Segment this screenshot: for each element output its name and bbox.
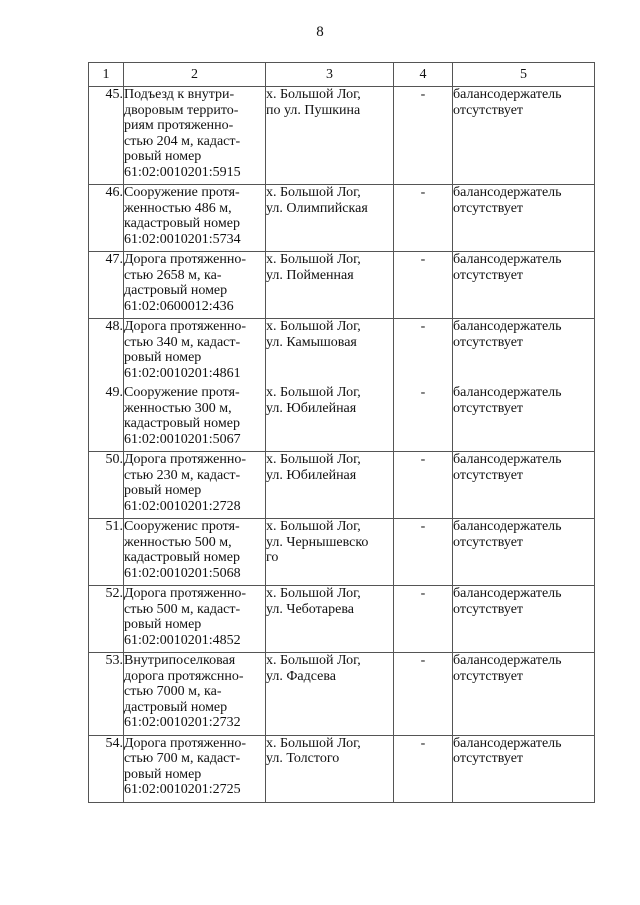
description-line: 61:02:0010201:2728 <box>124 498 241 514</box>
object-description <box>124 519 266 586</box>
address-line: ул. Фадсева <box>266 668 337 684</box>
holder-cell: - <box>394 185 453 252</box>
object-address <box>266 87 394 185</box>
row-number: 47. <box>89 252 124 319</box>
description-line: стью 7000 м, ка- <box>124 684 222 699</box>
address-line: х. Большой Лог, <box>266 252 361 267</box>
description-line: 61:02:0010201:5067 <box>124 431 241 447</box>
description-line: 61:02:0010201:2725 <box>124 782 241 797</box>
object-description <box>124 319 266 386</box>
table-row <box>89 452 595 519</box>
object-address <box>266 319 394 386</box>
description-line: стью 500 м, кадаст- <box>124 601 241 617</box>
balance-line: балансодержатель <box>453 385 562 400</box>
property-registry-table <box>88 62 595 803</box>
column-header-address: 3 <box>266 63 394 87</box>
balance-holder-cell <box>453 735 595 802</box>
balance-holder-cell <box>453 586 595 653</box>
table-row <box>89 185 595 252</box>
description-line: дастровый номер <box>124 699 228 715</box>
holder-cell: - <box>394 586 453 653</box>
row-number: 48. <box>89 319 124 386</box>
description-line: ровый номер <box>124 766 202 782</box>
description-line: женностью 300 м, <box>124 400 232 416</box>
object-description <box>124 87 266 185</box>
balance-line: балансодержатель <box>453 519 562 534</box>
balance-line: отсутствует <box>453 267 524 283</box>
description-line: кадастровый номер <box>124 216 240 231</box>
balance-holder-cell <box>453 385 595 452</box>
object-address <box>266 653 394 736</box>
column-header-number: 1 <box>89 63 124 87</box>
row-number: 52. <box>89 586 124 653</box>
description-line: дворовым террито- <box>124 102 239 118</box>
object-address <box>266 385 394 452</box>
object-description <box>124 653 266 736</box>
balance-line: балансодержатель <box>453 252 562 267</box>
holder-cell: - <box>394 385 453 452</box>
object-description <box>124 385 266 452</box>
table-row <box>89 87 595 185</box>
balance-holder-cell <box>453 319 595 386</box>
table-row <box>89 385 595 452</box>
balance-line: отсутствует <box>453 334 524 350</box>
address-line: ул. Олимпийская <box>266 200 368 216</box>
object-description <box>124 586 266 653</box>
address-line: го <box>266 550 279 565</box>
object-description <box>124 185 266 252</box>
balance-holder-cell <box>453 452 595 519</box>
page-number: 8 <box>316 24 324 40</box>
description-line: Дорога протяженно- <box>124 735 247 751</box>
table-row <box>89 319 595 386</box>
address-line: ул. Чернышевско <box>266 534 369 550</box>
column-header-name: 2 <box>124 63 266 87</box>
balance-line: балансодержатель <box>453 653 562 668</box>
table-row <box>89 586 595 653</box>
description-line: 61:02:0010201:4861 <box>124 365 241 381</box>
address-line: х. Большой Лог, <box>266 735 361 751</box>
description-line: стью 340 м, кадаст- <box>124 334 241 350</box>
description-line: Сооружение протя- <box>124 185 240 200</box>
object-address <box>266 519 394 586</box>
address-line: х. Большой Лог, <box>266 519 361 534</box>
balance-holder-cell <box>453 252 595 319</box>
balance-line: отсутствует <box>453 668 524 684</box>
row-number: 51. <box>89 519 124 586</box>
balance-holder-cell <box>453 185 595 252</box>
description-line: ровый номер <box>124 149 202 164</box>
description-line: дорога протяжснно- <box>124 668 244 684</box>
balance-line: балансодержатель <box>453 452 562 467</box>
balance-line: отсутствует <box>453 102 524 118</box>
address-line: ул. Пойменная <box>266 267 354 283</box>
table-row <box>89 735 595 802</box>
balance-line: отсутствует <box>453 601 524 617</box>
description-line: 61:02:0010201:5734 <box>124 231 241 247</box>
address-line: ул. Юбилейная <box>266 467 357 483</box>
description-line: 61:02:0010201:4852 <box>124 632 241 648</box>
holder-cell: - <box>394 319 453 386</box>
balance-line: отсутствует <box>453 534 524 550</box>
description-line: стью 230 м, кадаст- <box>124 467 241 483</box>
address-line: х. Большой Лог, <box>266 586 361 601</box>
description-line: ровый номер <box>124 617 202 632</box>
description-line: кадастровый номер <box>124 550 240 565</box>
address-line: х. Большой Лог, <box>266 185 361 200</box>
address-line: ул. Чеботарева <box>266 601 354 617</box>
column-header-holder: 4 <box>394 63 453 87</box>
balance-line: балансодержатель <box>453 185 562 200</box>
description-line: Внутрипоселковая <box>124 653 236 668</box>
description-line: женностью 486 м, <box>124 200 232 216</box>
object-description <box>124 735 266 802</box>
balance-holder-cell <box>453 87 595 185</box>
row-number: 45. <box>89 87 124 185</box>
row-number: 53. <box>89 653 124 736</box>
holder-cell: - <box>394 519 453 586</box>
table-row <box>89 519 595 586</box>
balance-line: балансодержатель <box>453 319 562 334</box>
holder-cell: - <box>394 452 453 519</box>
row-number: 46. <box>89 185 124 252</box>
row-number: 49. <box>89 385 124 452</box>
description-line: ровый номер <box>124 350 202 365</box>
table-row <box>89 653 595 736</box>
object-address <box>266 735 394 802</box>
description-line: Дорога протяженно- <box>124 586 247 601</box>
balance-line: балансодержатель <box>453 586 562 601</box>
description-line: Дорога протяженно- <box>124 452 247 467</box>
description-line: Дорога протяженно- <box>124 252 247 267</box>
description-line: 61:02:0010201:5068 <box>124 565 241 581</box>
description-line: дастровый номер <box>124 283 228 298</box>
object-address <box>266 586 394 653</box>
description-line: стью 204 м, кадаст- <box>124 133 241 149</box>
object-description <box>124 452 266 519</box>
table-header-row <box>89 63 595 87</box>
object-address <box>266 452 394 519</box>
address-line: по ул. Пушкина <box>266 102 361 118</box>
balance-line: отсутствует <box>453 751 524 766</box>
description-line: кадастровый номер <box>124 416 240 431</box>
balance-holder-cell <box>453 653 595 736</box>
row-number: 50. <box>89 452 124 519</box>
address-line: х. Большой Лог, <box>266 385 361 400</box>
balance-line: отсутствует <box>453 400 524 416</box>
holder-cell: - <box>394 735 453 802</box>
holder-cell: - <box>394 252 453 319</box>
balance-line: балансодержатель <box>453 87 562 102</box>
description-line: 61:02:0600012:436 <box>124 298 234 314</box>
address-line: ул. Толстого <box>266 751 340 766</box>
description-line: Подъезд к внутри- <box>124 87 235 102</box>
object-address <box>266 185 394 252</box>
description-line: риям протяженно- <box>124 118 234 133</box>
address-line: х. Большой Лог, <box>266 452 361 467</box>
object-description <box>124 252 266 319</box>
description-line: 61:02:0010201:5915 <box>124 164 241 180</box>
table-row <box>89 252 595 319</box>
address-line: х. Большой Лог, <box>266 319 361 334</box>
description-line: Сооружение протя- <box>124 385 240 400</box>
row-number: 54. <box>89 735 124 802</box>
description-line: стью 2658 м, ка- <box>124 267 222 283</box>
balance-holder-cell <box>453 519 595 586</box>
description-line: стью 700 м, кадаст- <box>124 751 241 766</box>
description-line: 61:02:0010201:2732 <box>124 715 241 730</box>
address-line: ул. Камышовая <box>266 334 357 350</box>
description-line: Дорога протяженно- <box>124 319 247 334</box>
address-line: х. Большой Лог, <box>266 87 361 102</box>
balance-line: балансодержатель <box>453 735 562 751</box>
address-line: ул. Юбилейная <box>266 400 357 416</box>
address-line: х. Большой Лог, <box>266 653 361 668</box>
holder-cell: - <box>394 653 453 736</box>
description-line: ровый номер <box>124 483 202 498</box>
balance-line: отсутствует <box>453 200 524 216</box>
object-address <box>266 252 394 319</box>
description-line: женностью 500 м, <box>124 534 232 550</box>
column-header-balance: 5 <box>453 63 595 87</box>
balance-line: отсутствует <box>453 467 524 483</box>
holder-cell: - <box>394 87 453 185</box>
description-line: Сооруженис протя- <box>124 519 240 534</box>
